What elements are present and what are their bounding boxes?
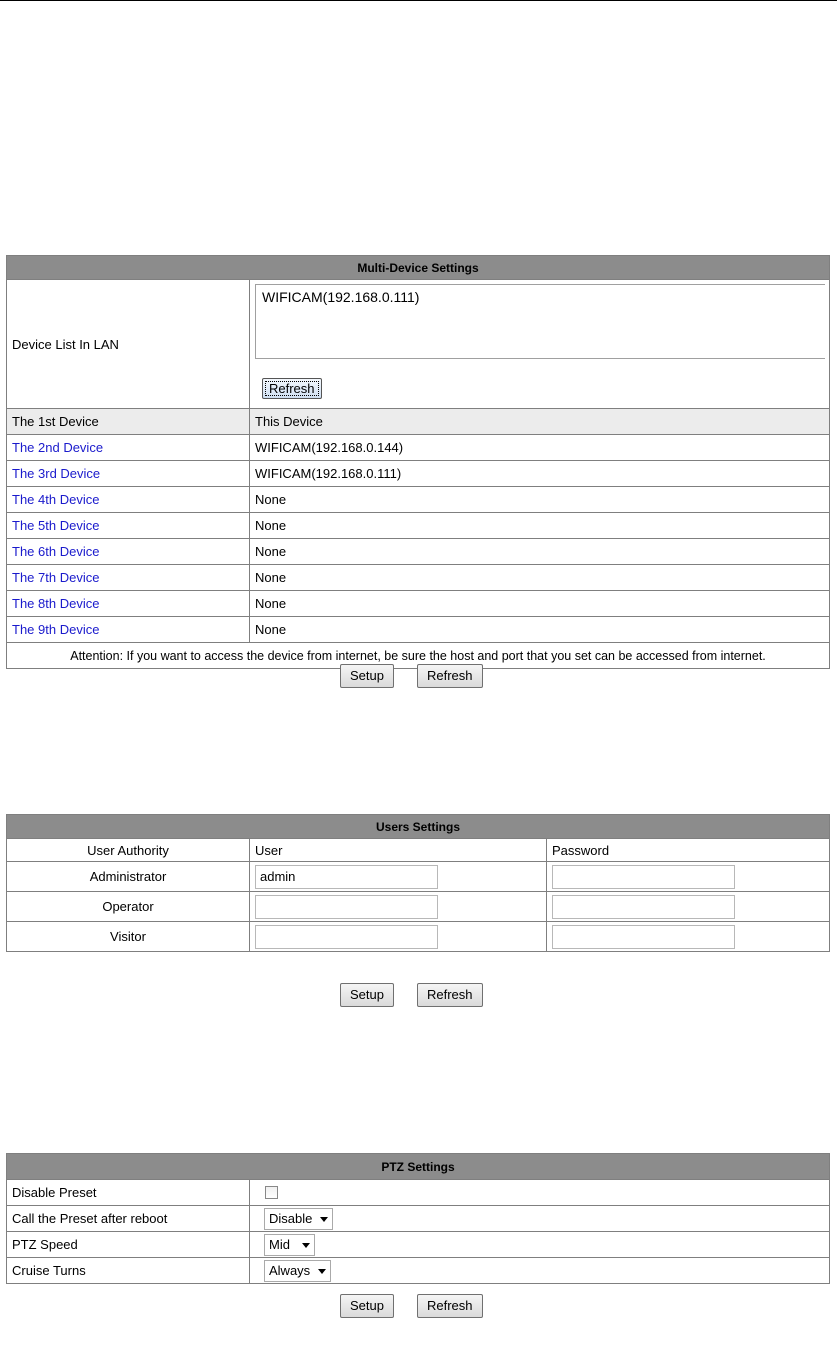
call-preset-label: Call the Preset after reboot xyxy=(7,1206,250,1232)
attention-note: Attention: If you want to access the device from internet, be sure the host and port that you set can be accessed from internet. xyxy=(7,643,830,669)
device-row xyxy=(7,487,830,513)
ptz-setup-button[interactable]: Setup xyxy=(340,1294,394,1318)
call-preset-select[interactable] xyxy=(264,1208,333,1230)
lan-refresh-button[interactable]: Refresh xyxy=(262,378,322,399)
device-row xyxy=(7,565,830,591)
device-row xyxy=(7,591,830,617)
authority-visitor: Visitor xyxy=(7,922,250,952)
device-list-lan-box[interactable] xyxy=(255,284,825,359)
operator-password-input[interactable] xyxy=(552,895,735,919)
ptz-settings-title: PTZ Settings xyxy=(7,1154,830,1180)
authority-operator: Operator xyxy=(7,892,250,922)
call-preset-value: Disable xyxy=(269,1210,313,1226)
device-value: None xyxy=(250,513,830,539)
device-value: None xyxy=(250,487,830,513)
device-row xyxy=(7,461,830,487)
lan-device-item[interactable]: WIFICAM(192.168.0.111) xyxy=(262,289,420,305)
device-link[interactable]: The 2nd Device xyxy=(7,435,250,461)
table-row xyxy=(7,922,830,952)
device-link[interactable]: The 4th Device xyxy=(7,487,250,513)
operator-user-input[interactable] xyxy=(255,895,438,919)
device-row xyxy=(7,617,830,643)
admin-user-input[interactable] xyxy=(255,865,438,889)
device-link[interactable]: The 9th Device xyxy=(7,617,250,643)
device-link[interactable]: The 5th Device xyxy=(7,513,250,539)
users-settings-title: Users Settings xyxy=(7,815,830,839)
top-rule xyxy=(0,0,837,1)
disable-preset-label: Disable Preset xyxy=(7,1180,250,1206)
table-row xyxy=(7,892,830,922)
ptz-speed-value: Mid xyxy=(269,1236,290,1252)
device-link[interactable]: The 8th Device xyxy=(7,591,250,617)
device-list-lan-label: Device List In LAN xyxy=(7,280,250,409)
chevron-down-icon xyxy=(318,1269,326,1274)
device-value: None xyxy=(250,591,830,617)
device-link[interactable]: The 6th Device xyxy=(7,539,250,565)
device-value: None xyxy=(250,565,830,591)
col-user: User xyxy=(250,839,547,862)
device-row xyxy=(7,513,830,539)
device-row xyxy=(7,539,830,565)
device-link[interactable]: The 3rd Device xyxy=(7,461,250,487)
multi-device-settings-table xyxy=(6,255,830,669)
device-row xyxy=(7,409,830,435)
admin-password-input[interactable] xyxy=(552,865,735,889)
device-label: The 1st Device xyxy=(7,409,250,435)
device-value: WIFICAM(192.168.0.111) xyxy=(250,461,830,487)
ptz-speed-label: PTZ Speed xyxy=(7,1232,250,1258)
multi-device-setup-button[interactable]: Setup xyxy=(340,664,394,688)
multi-device-refresh-button[interactable]: Refresh xyxy=(417,664,483,688)
cruise-turns-label: Cruise Turns xyxy=(7,1258,250,1284)
ptz-settings-table xyxy=(6,1153,830,1284)
disable-preset-checkbox[interactable] xyxy=(265,1186,278,1199)
ptz-speed-select[interactable] xyxy=(264,1234,315,1256)
chevron-down-icon xyxy=(320,1217,328,1222)
col-user-authority: User Authority xyxy=(7,839,250,862)
visitor-password-input[interactable] xyxy=(552,925,735,949)
users-refresh-button[interactable]: Refresh xyxy=(417,983,483,1007)
device-value: None xyxy=(250,617,830,643)
multi-device-settings-title: Multi-Device Settings xyxy=(7,256,830,280)
authority-administrator: Administrator xyxy=(7,862,250,892)
users-settings-table xyxy=(6,814,830,952)
device-row xyxy=(7,435,830,461)
table-row xyxy=(7,862,830,892)
col-password: Password xyxy=(547,839,830,862)
chevron-down-icon xyxy=(302,1243,310,1248)
cruise-turns-select[interactable] xyxy=(264,1260,331,1282)
device-value: None xyxy=(250,539,830,565)
users-setup-button[interactable]: Setup xyxy=(340,983,394,1007)
device-value: WIFICAM(192.168.0.144) xyxy=(250,435,830,461)
device-value: This Device xyxy=(250,409,830,435)
visitor-user-input[interactable] xyxy=(255,925,438,949)
ptz-refresh-button[interactable]: Refresh xyxy=(417,1294,483,1318)
device-link[interactable]: The 7th Device xyxy=(7,565,250,591)
cruise-turns-value: Always xyxy=(269,1262,311,1278)
